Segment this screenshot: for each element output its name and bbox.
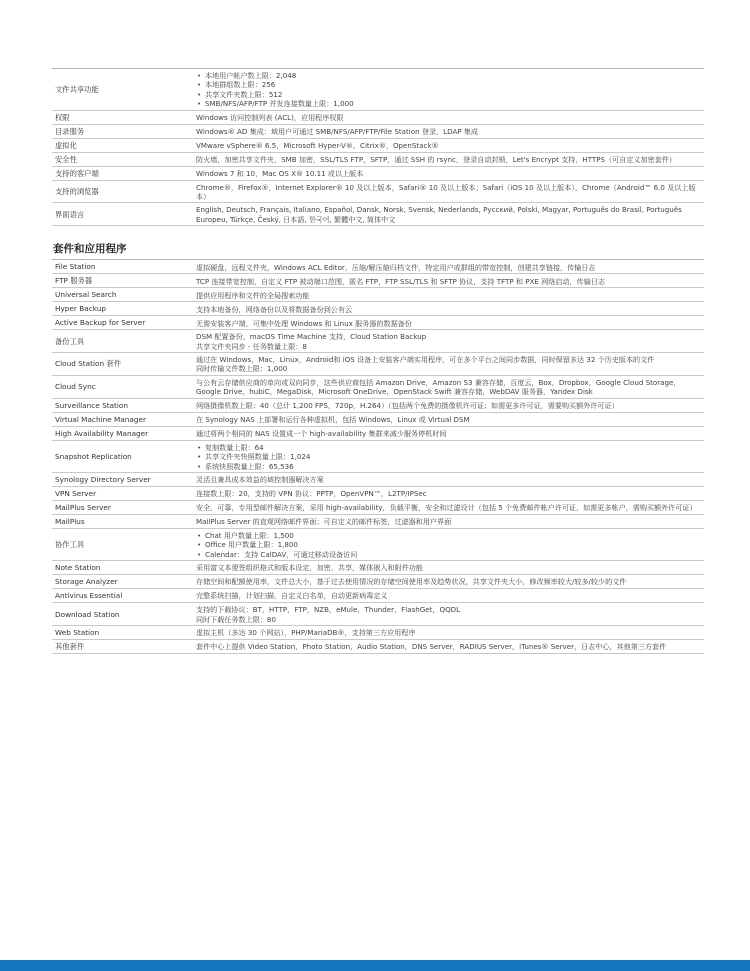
spec-value: 存储空间和配额使用率，文件总大小，基于过去使用情况的存储空间使用率及趋势状况，共享文件夹大小，修改频率较大/较多/较少的文件 — [196, 577, 627, 587]
spec-label: VPN Server — [55, 488, 97, 498]
general-spec-table — [52, 68, 704, 226]
spec-label: 其他套件 — [55, 641, 85, 651]
spec-value — [196, 443, 704, 471]
spec-row — [52, 288, 704, 302]
spec-value: DSM 配置备份，macOS Time Machine 支持，Cloud Station Backup 共享文件夹同步 - 任务数量上限：8 — [196, 332, 427, 351]
spec-row — [52, 181, 704, 204]
spec-row — [52, 529, 704, 561]
spec-value-item: • 本地用户帐户数上限：2,048 — [204, 71, 698, 80]
spec-value: Windows® AD 集成：域用户可通过 SMB/NFS/AFP/FTP/File Station 登录，LDAP 集成 — [196, 126, 479, 136]
spec-value-item: • 共享文件夹数上限：512 — [204, 90, 698, 99]
spec-row — [52, 203, 704, 226]
spec-label: 虚拟化 — [55, 140, 77, 150]
spec-value: 安全，可靠，专用型邮件解决方案，采用 high-availability，负载平衡，安全和过滤设计（包括 5 个免费邮件帐户许可证，如需更多帐户，需购买额外许可证） — [196, 503, 697, 513]
spec-value: Chrome®，Firefox®，Internet Explorer® 10 及以上版本，Safari® 10 及以上版本；Safari（iOS 10 及以上版本），Chrome（Android™ 6.0 及以上版本） — [196, 182, 696, 202]
spec-label: Note Station — [55, 563, 101, 573]
spec-label: Virtual Machine Manager — [55, 414, 147, 424]
spec-row — [52, 125, 704, 139]
spec-label: 文件共享功能 — [55, 84, 99, 94]
spec-value — [196, 71, 704, 109]
spec-value: English, Deutsch, Français, Italiano, Español, Dansk, Norsk, Svensk, Nederlands, Русский, Polski, Magyar, Português do Brasil, Português Europeu, Türkçe, Český, 日本語, 한국어, 繁體中文, 简体中文 — [196, 205, 682, 224]
spec-label: Storage Analyzer — [55, 577, 118, 587]
spec-value: VMware vSphere® 6.5，Microsoft Hyper-V®，Citrix®，OpenStack® — [196, 140, 439, 150]
spec-label: 目录服务 — [55, 126, 85, 136]
spec-row — [52, 589, 704, 603]
spec-label: Surveillance Station — [55, 400, 129, 410]
spec-row — [52, 515, 704, 529]
spec-label: Hyper Backup — [55, 304, 106, 314]
spec-label: 备份工具 — [55, 336, 85, 346]
spec-value: MailPlus Server 的直观网络邮件界面；可自定义的邮件标签，过滤器和用户界面 — [196, 517, 452, 527]
spec-label: Snapshot Replication — [55, 451, 132, 461]
spec-value: 采用富文本便签组织格式和版本设定，加密，共享，媒体嵌入和附件功能 — [196, 563, 423, 573]
spec-value: 防火墙，加密共享文件夹，SMB 加密，SSL/TLS FTP，SFTP，通过 SSH 的 rsync，登录自动封锁，Let's Encrypt 支持，HTTPS（可自定义加密套件） — [196, 154, 676, 164]
spec-row — [52, 353, 704, 376]
spec-row — [52, 626, 704, 640]
spec-row — [52, 399, 704, 413]
spec-value-list — [196, 531, 698, 559]
spec-row — [52, 376, 704, 399]
spec-row — [52, 69, 704, 111]
spec-row — [52, 330, 704, 353]
spec-value: 提供应用程序和文件的全局搜索功能 — [196, 290, 310, 300]
spec-value-item: • Office 用户数量上限：1,800 — [204, 540, 698, 549]
spec-value-item: • 共享文件夹快照数量上限：1,024 — [204, 452, 698, 461]
spec-value: 灵活且兼具成本效益的域控制器解决方案 — [196, 475, 324, 485]
spec-value-list — [196, 443, 698, 471]
spec-label: 安全性 — [55, 154, 77, 164]
spec-label: 权限 — [55, 112, 70, 122]
spec-value: 完整系统扫描，计划扫描，自定义白名单，自动更新病毒定义 — [196, 591, 388, 601]
packages-spec-table — [52, 259, 704, 654]
section-title-packages: 套件和应用程序 — [53, 243, 127, 256]
spec-row — [52, 487, 704, 501]
spec-row — [52, 441, 704, 473]
spec-label: File Station — [55, 262, 96, 272]
spec-value: 在 Synology NAS 上部署和运行各种虚拟机，包括 Windows，Linux 或 Virtual DSM — [196, 414, 470, 424]
spec-value: 通过将两个相同的 NAS 设置成一个 high-availability 集群来减少服务停机时间 — [196, 428, 447, 438]
spec-value-item: • 复制数量上限：64 — [204, 443, 698, 452]
spec-label: 支持的浏览器 — [55, 187, 99, 197]
spec-value: 连接数上限：20，支持的 VPN 协议：PPTP，OpenVPN™，L2TP/IPSec — [196, 489, 427, 499]
spec-label: Antivirus Essential — [55, 591, 123, 601]
spec-row — [52, 302, 704, 316]
spec-row — [52, 413, 704, 427]
spec-row — [52, 501, 704, 515]
spec-row — [52, 260, 704, 274]
spec-value: 虚拟硬盘，远程文件夹，Windows ACL Editor，压缩/解压缩归档文件，特定用户或群组的带宽控制，创建共享链接，传输日志 — [196, 262, 596, 272]
spec-row — [52, 427, 704, 441]
spec-value: 支持本地备份，网络备份以及将数据备份到公有云 — [196, 304, 353, 314]
spec-row — [52, 640, 704, 654]
spec-label: MailPlus — [55, 516, 85, 526]
spec-row — [52, 603, 704, 626]
spec-label: Web Station — [55, 627, 100, 637]
spec-label: Universal Search — [55, 290, 117, 300]
spec-value: Windows 7 和 10，Mac OS X® 10.11 或以上版本 — [196, 168, 364, 178]
spec-row — [52, 139, 704, 153]
spec-value-item: • Calendar：支持 CalDAV，可通过移动设备访问 — [204, 550, 698, 559]
spec-value: 通过在 Windows，Mac，Linux，Android和 iOS 设备上安装客户端实用程序，可在多个平台之间同步数据，同时保留多达 32 个历史版本的文件 同时传输文件数上限：1,000 — [196, 355, 655, 374]
spec-value: 无需安装客户端，可集中处理 Windows 和 Linux 服务器的数据备份 — [196, 318, 412, 328]
spec-value: 与公有云存储供应商的单向或双向同步，这些供应商包括 Amazon Drive，Amazon S3 兼容存储，百度云，Box，Dropbox，Google Cloud Storage，Google Drive，hubiC，MegaDisk，Microsoft OneDrive，OpenStack Swift 兼容存储，WebDAV 服务器，Yandex Disk — [196, 377, 681, 397]
spec-row — [52, 316, 704, 330]
spec-row — [52, 167, 704, 181]
spec-label: FTP 服务器 — [55, 276, 93, 286]
footer-bar — [0, 960, 750, 971]
spec-page — [52, 68, 704, 654]
spec-value-item: • Chat 用户数量上限：1,500 — [204, 531, 698, 540]
spec-label: Download Station — [55, 609, 120, 619]
spec-label: 界面语言 — [55, 209, 85, 219]
spec-label: MailPlus Server — [55, 502, 111, 512]
spec-value: Windows 访问控制列表 (ACL)，应用程序权限 — [196, 112, 344, 122]
spec-label: 协作工具 — [55, 540, 85, 550]
spec-row — [52, 111, 704, 125]
spec-label: Cloud Sync — [55, 382, 96, 392]
spec-value-list — [196, 71, 698, 109]
spec-row — [52, 561, 704, 575]
spec-row — [52, 473, 704, 487]
spec-value: TCP 连接带宽控制，自定义 FTP 被动端口范围，匿名 FTP，FTP SSL/TLS 和 SFTP 协议，支持 TFTP 和 PXE 网络启动，传输日志 — [196, 276, 606, 286]
spec-value-item: • 系统快照数量上限：65,536 — [204, 462, 698, 471]
spec-value-item: • SMB/NFS/AFP/FTP 并发连接数量上限：1,000 — [204, 99, 698, 108]
spec-value — [196, 531, 704, 559]
spec-value: 支持的下载协议：BT，HTTP，FTP，NZB，eMule，Thunder，FlashGet，QQDL 同时下载任务数上限：80 — [196, 605, 461, 624]
spec-value: 虚拟主机（多达 30 个网站），PHP/MariaDB®，支持第三方应用程序 — [196, 628, 416, 638]
spec-label: High Availability Manager — [55, 428, 149, 438]
spec-label: Synology Directory Server — [55, 474, 151, 484]
spec-label: Cloud Station 套件 — [55, 359, 122, 369]
spec-label: Active Backup for Server — [55, 318, 146, 328]
spec-value: 套件中心上提供 Video Station，Photo Station，Audio Station，DNS Server，RADIUS Server，iTunes® Server，日志中心，其他第三方套件 — [196, 642, 667, 652]
spec-row — [52, 153, 704, 167]
spec-row — [52, 575, 704, 589]
spec-row — [52, 274, 704, 288]
spec-value: 网络摄像机数上限：40（总计 1,200 FPS，720p，H.264）（包括两个免费的摄像机许可证；如需更多许可证，需要购买额外许可证） — [196, 400, 619, 410]
spec-label: 支持的客户端 — [55, 168, 99, 178]
spec-value-item: • 本地群组数上限：256 — [204, 80, 698, 89]
